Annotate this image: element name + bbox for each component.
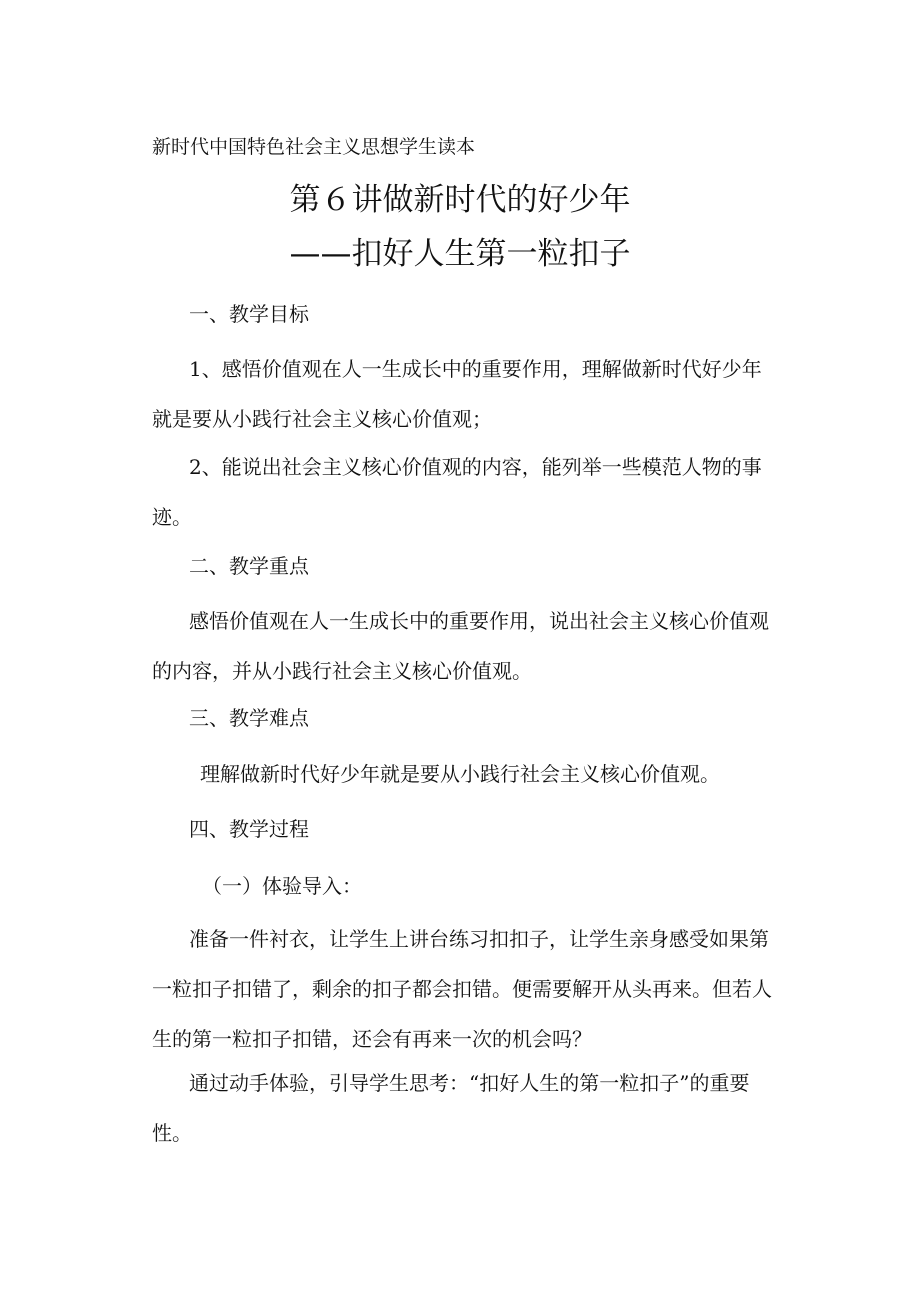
goal-item-2: 2、能说出社会主义核心价值观的内容，能列举一些模范人物的事迹。 (152, 455, 762, 529)
process-paragraph-1: 准备一件衬衣，让学生上讲台练习扣扣子，让学生亲身感受如果第一粒扣子扣错了，剩余的扣子都会扣错。便需要解开从头再来。但若人生的第一粒扣子扣错，还会有再来一次的机会吗？ (152, 927, 772, 1051)
goals-heading: 一、教学目标 (189, 302, 309, 326)
process-sub-heading: （一）体验导入： (202, 874, 362, 898)
process-heading: 四、教学过程 (189, 817, 309, 841)
key-points-text: 感悟价值观在人一生成长中的重要作用，说出社会主义核心价值观的内容，并从小践行社会主义核心价值观。 (152, 609, 769, 683)
process-paragraph-2: 通过动手体验，引导学生思考：“扣好人生的第一粒扣子”的重要性。 (152, 1071, 750, 1145)
lesson-subtitle: ——扣好人生第一粒扣子 (289, 236, 631, 272)
difficulty-text: 理解做新时代好少年就是要从小践行社会主义核心价值观。 (200, 762, 720, 786)
difficulty-heading: 三、教学难点 (189, 706, 309, 730)
key-points-heading: 二、教学重点 (189, 554, 309, 578)
book-title: 新时代中国特色社会主义思想学生读本 (152, 136, 476, 158)
goal-item-1: 1、感悟价值观在人一生成长中的重要作用，理解做新时代好少年就是要从小践行社会主义核心价值观； (152, 357, 762, 431)
lesson-title: 第６讲做新时代的好少年 (289, 182, 631, 218)
